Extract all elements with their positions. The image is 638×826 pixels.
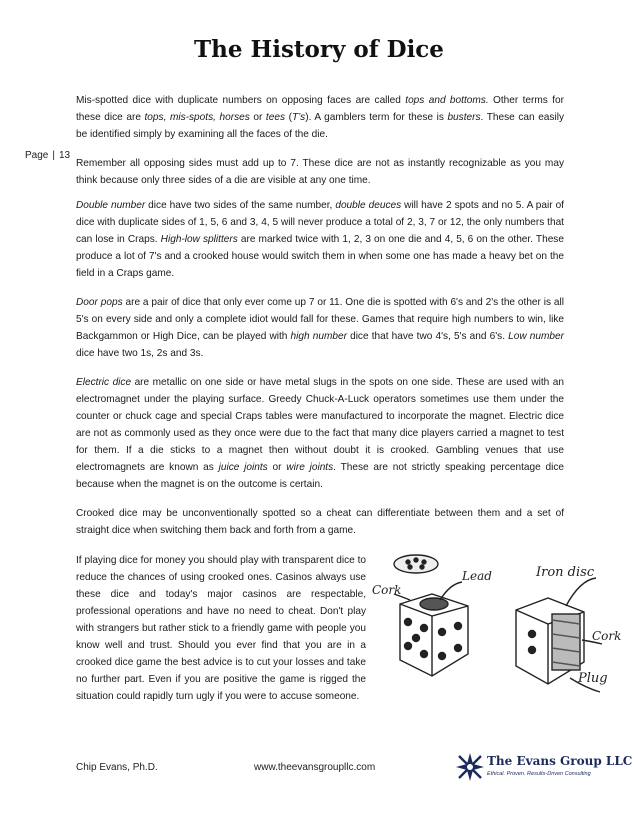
star-x-logo-icon bbox=[455, 752, 485, 782]
footer-website-link[interactable]: www.theevansgroupllc.com bbox=[254, 762, 376, 773]
page-number bbox=[25, 150, 70, 161]
loaded-dice-illustration bbox=[370, 550, 628, 700]
label-iron-disc: Iron disc bbox=[536, 565, 595, 580]
paragraph-opposing-sides: Remember all opposing sides must add up to 7. These dice are not as instantly recognizable as you may think because only three sides of a die are visible at any one time. bbox=[76, 158, 564, 186]
paragraph-door-pops: Door pops are a pair of dice that only ever come up 7 or 11. One die is spotted with 6's and 2's the other is all 5's on every side and only a complete idiot would fall for these. Games that require high numbers to win, like Backgammon or High Dice, can be played with high number dice that have two 4's, 5's and 6's. Low number dice have two 1s, 2s and 3s. bbox=[76, 297, 564, 359]
label-cork-left: Cork bbox=[372, 583, 402, 597]
page-separator: | bbox=[52, 150, 55, 161]
paragraph-double-number: Double number dice have two sides of the same number, double deuces will have 2 spots and no 5. A pair of dice with duplicate sides of 1, 5, 6 and 3, 4, 5 will never produce a total of 2, 3, 7 or 12, the only numbers that can lose in Craps. High-low splitters are marked twice with 1, 2, 3 on one die and 4, 5, 6 on the other. These produce a lot of 7's and a crooked house would switch them in when some one has made a heavy bet on the field in a Craps game. bbox=[76, 200, 564, 279]
page-label: Page bbox=[25, 150, 49, 161]
logo-name: The Evans Group LLC bbox=[487, 754, 633, 768]
label-lead: Lead bbox=[462, 569, 492, 583]
article-body bbox=[76, 92, 564, 547]
paragraph-tops-and-bottoms: Mis-spotted dice with duplicate numbers on opposing faces are called tops and bottoms. Other terms for these dice are tops, mis-spots, horses or tees (T’s). A gamblers term for these is busters. These can easily be identified simply by examining all the faces of the die. bbox=[76, 95, 564, 140]
page-title: The History of Dice bbox=[194, 36, 444, 63]
paragraph-crooked-dice: Crooked dice may be unconventionally spotted so a cheat can differentiate between them and a set of straight dice when switching them back and forth from a game. bbox=[76, 508, 564, 536]
label-plug: Plug bbox=[578, 671, 608, 686]
footer-author: Chip Evans, Ph.D. bbox=[76, 762, 158, 773]
page-number-value: 13 bbox=[58, 150, 71, 161]
paragraph-electric-dice: Electric dice are metallic on one side or have metal slugs in the spots on one side. These are used with an electromagnet under the playing surface. Greedy Chuck-A-Luck operators sometimes use them under the counter or chuck cage and special Craps tables were manufactured to incorporate the magnet. Electric dice are not as commonly used as they once were due to the fact that many dice players carried a magnet to test for them. If a die sticks to a magnet then without doubt it is crooked. Gambling venues that use electromagnets are known as juice joints or wire joints. These are not strictly speaking percentage dice because when the magnet is on the outcome is certain. bbox=[76, 377, 565, 490]
label-cork-right: Cork bbox=[592, 629, 622, 643]
paragraph-transparent-dice: If playing dice for money you should play with transparent dice to reduce the chances of using crooked ones. Casinos always use these dice and today's major casinos are respectable, professional operations and have no need to cheat. Don't play with strangers but rather stick to a friendly game with people you know well and trust. Should you ever find that you are in a crooked dice game the best advice is to cut your losses and take no further part. Even if you are positive the game is rigged the situation could rapidly turn ugly if you were to accuse someone. bbox=[76, 555, 366, 702]
logo-tagline: Ethical. Proven. Results-Driven Consulting bbox=[487, 771, 591, 777]
company-logo bbox=[455, 750, 633, 790]
